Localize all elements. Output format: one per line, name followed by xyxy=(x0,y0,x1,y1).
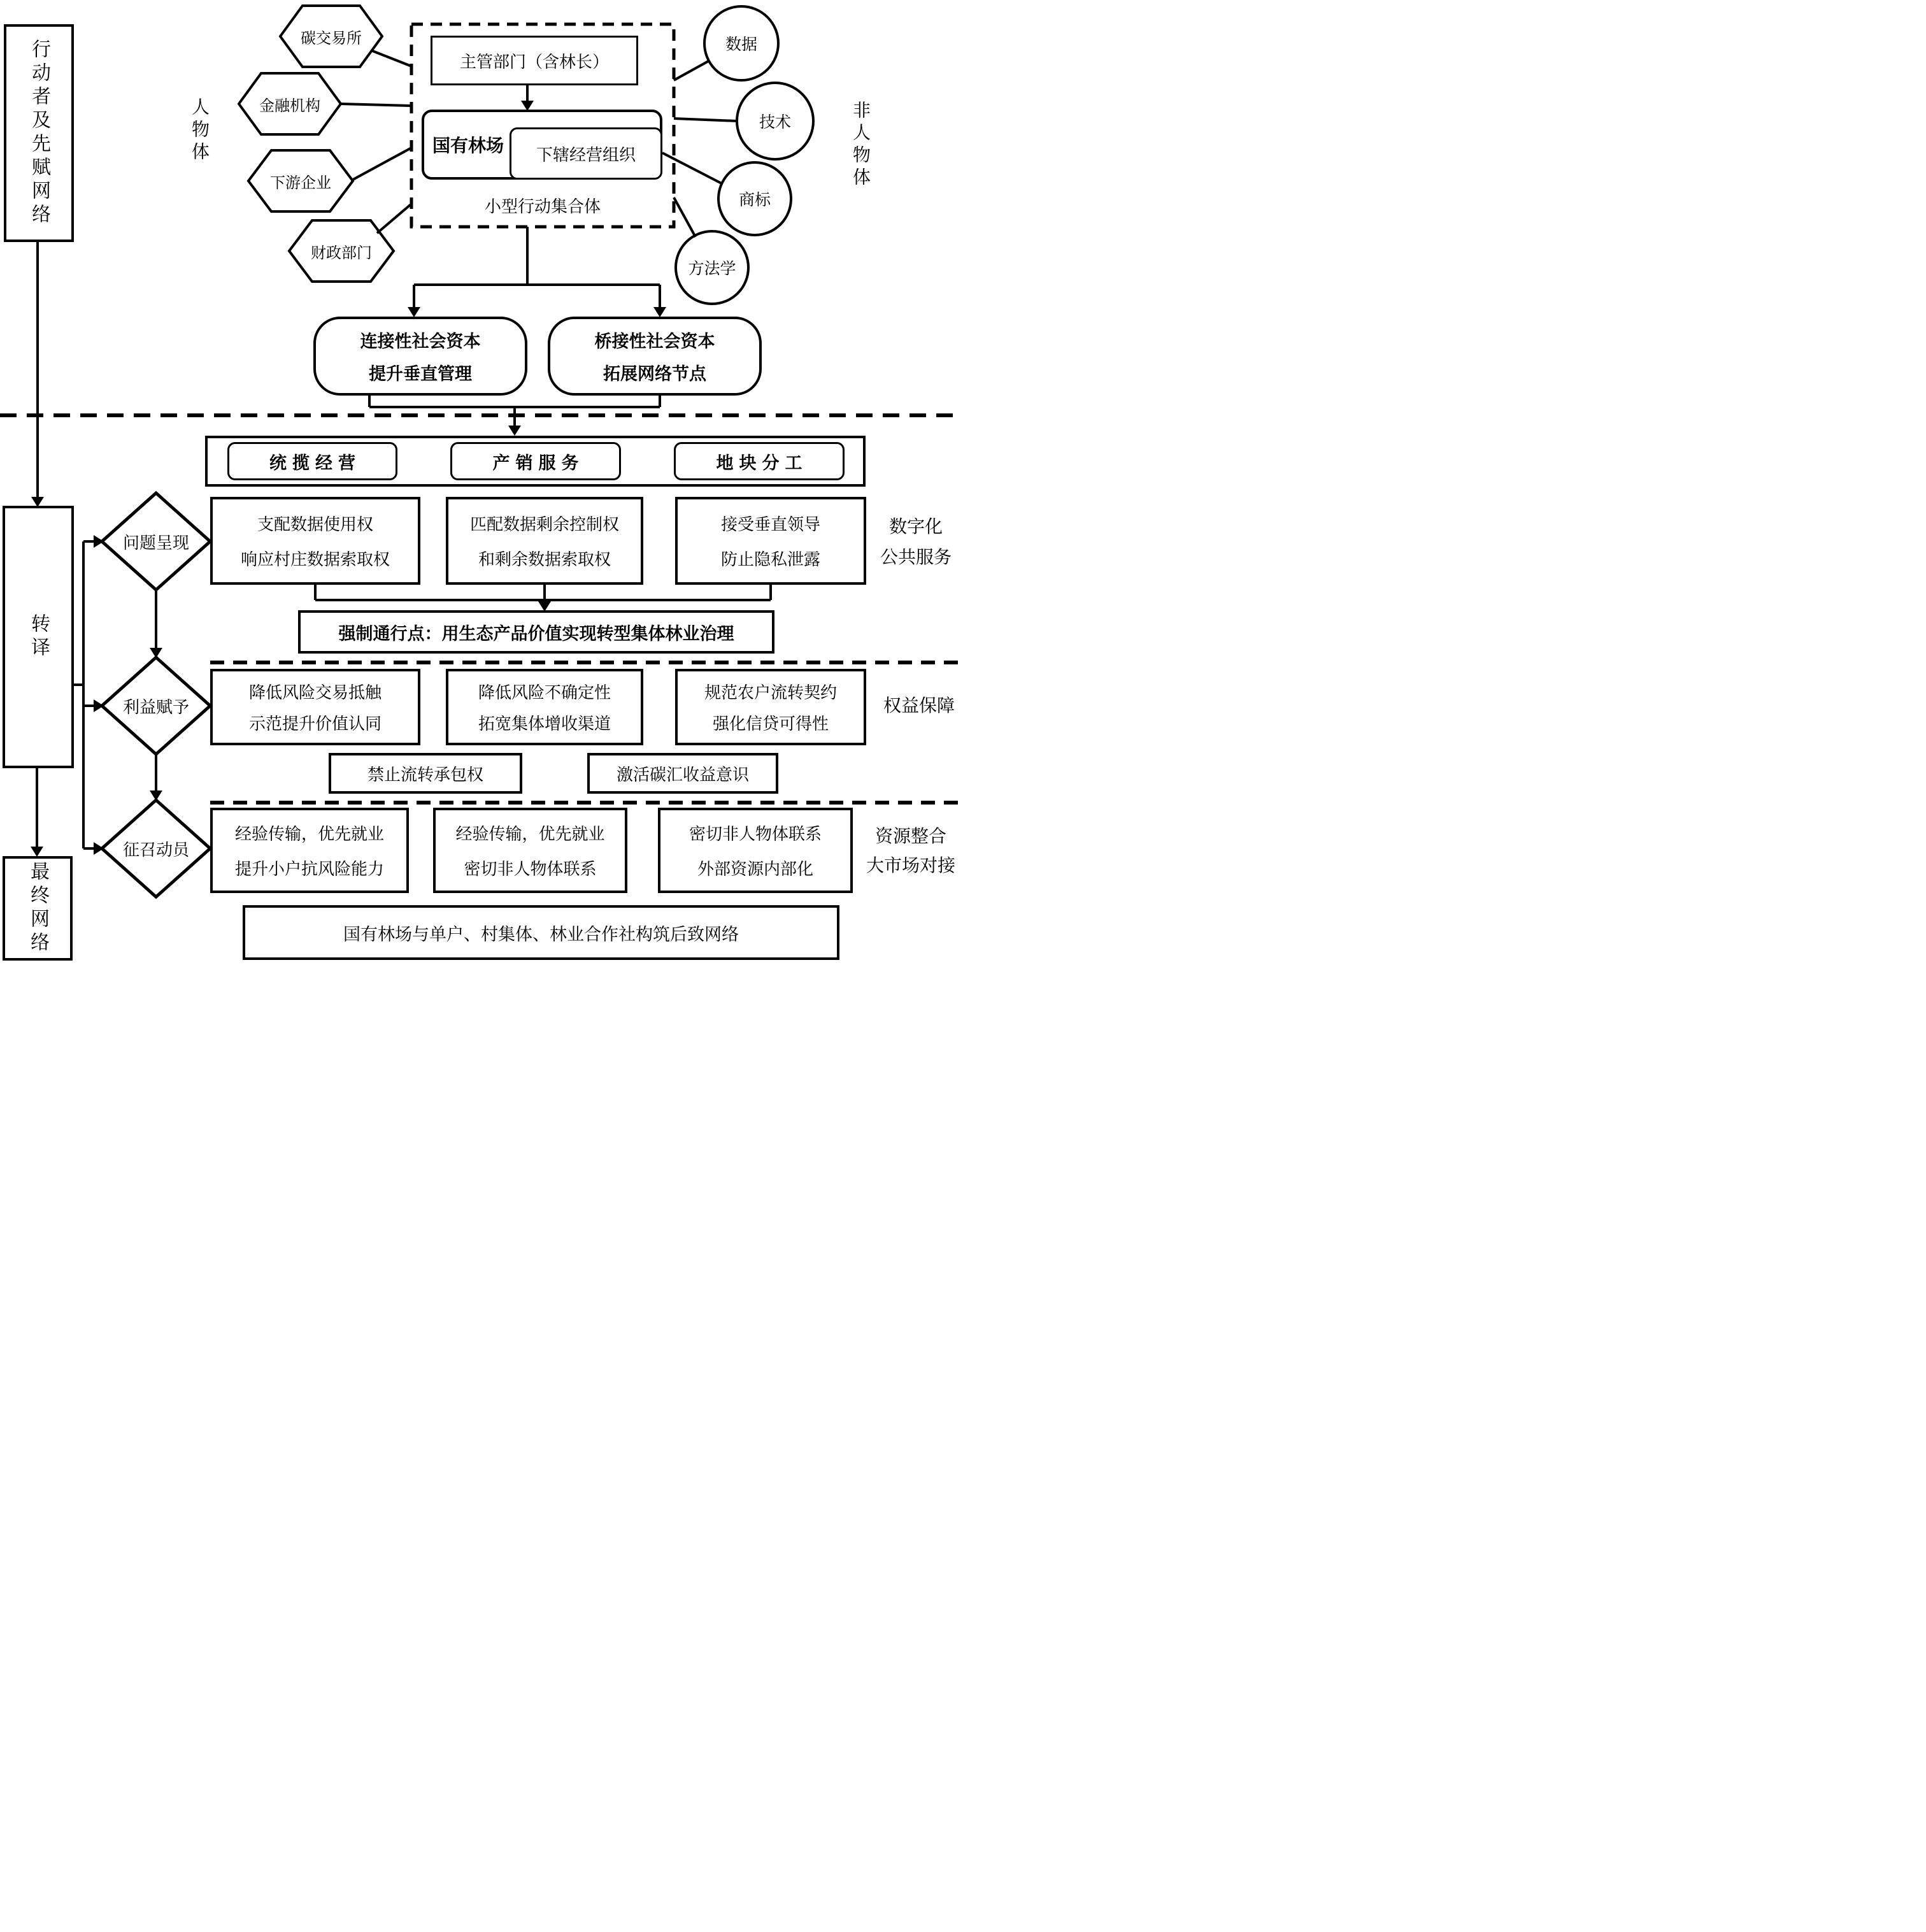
row3-col1-line1: 经验传输，优先就业 xyxy=(234,825,384,844)
bridging-capital-line2: 拓展网络节点 xyxy=(603,364,706,384)
row1-col2-line1: 匹配数据剩余控制权 xyxy=(469,515,619,534)
row2-col3-box xyxy=(675,669,866,745)
resource-label-line2: 大市场对接 xyxy=(866,856,955,877)
link-finance-department xyxy=(377,204,411,233)
link-financial-institution xyxy=(341,104,411,106)
row1-col3-line2: 防止隐私泄露 xyxy=(720,550,820,569)
row3-col3-line1: 密切非人物体联系 xyxy=(688,825,822,844)
digital-label-line1: 数字化 xyxy=(888,517,943,537)
row1-col3-line1: 接受垂直领导 xyxy=(720,515,820,534)
row3-col2-line1: 经验传输，优先就业 xyxy=(455,825,605,844)
row2-col3-line2: 强化信贷可得性 xyxy=(712,715,829,734)
row3-col1-box xyxy=(210,808,409,893)
link-downstream-enterprise xyxy=(353,148,411,180)
arrowhead-to-linking xyxy=(408,307,420,317)
row1-col2-box xyxy=(446,497,643,585)
arrowhead-to-services xyxy=(508,426,521,436)
subordinate-org-box: 下辖经营组织 xyxy=(510,127,662,180)
hexagon-financial-institution-label: 金融机构 xyxy=(259,97,320,115)
row1-col1-line2: 响应村庄数据索取权 xyxy=(240,550,390,569)
state-forest-farm-label: 国有林场 xyxy=(432,136,504,156)
service-production-sales: 产销服务 xyxy=(450,442,621,480)
stage-enrollment-label: 征召动员 xyxy=(122,840,189,859)
posterior-network-box: 国有林场与单户、村集体、林业合作社构筑后致网络 xyxy=(243,905,839,960)
arrowhead-to-bridging xyxy=(653,307,666,317)
human-actors-text: 人物体 xyxy=(189,97,209,164)
hexagon-carbon-exchange-label: 碳交易所 xyxy=(301,30,362,47)
side-label-resource-integration xyxy=(859,818,963,882)
translation-label: 转译 xyxy=(28,613,49,661)
circle-data-label: 数据 xyxy=(725,36,757,54)
circle-technology-label: 技术 xyxy=(759,114,791,131)
circle-trademark-label: 商标 xyxy=(738,192,771,209)
hexagon-downstream-enterprise-label: 下游企业 xyxy=(270,175,331,192)
row2-col2-box xyxy=(446,669,643,745)
circle-methodology-label: 方法学 xyxy=(688,261,736,278)
linking-capital-line2: 提升垂直管理 xyxy=(369,364,472,384)
translation-box xyxy=(3,506,74,768)
final-network-label: 最终网络 xyxy=(27,861,48,955)
side-label-rights-protection: 权益保障 xyxy=(883,696,955,716)
final-network-box xyxy=(3,856,73,961)
row2-col1-line1: 降低风险交易抵触 xyxy=(248,683,382,702)
stage-problem-presentation-label: 问题呈现 xyxy=(122,533,189,552)
service-plot-division: 地块分工 xyxy=(674,442,845,480)
link-technology xyxy=(674,118,737,121)
linking-capital-line1: 连接性社会资本 xyxy=(360,331,481,351)
linking-capital-box xyxy=(313,317,527,396)
activate-carbon-income-box: 激活碳汇收益意识 xyxy=(587,753,778,794)
arrowhead-to-final xyxy=(31,847,43,857)
row2-col2-line2: 拓宽集体增收渠道 xyxy=(478,715,611,734)
row3-col2-line2: 密切非人物体联系 xyxy=(464,859,597,878)
link-trademark xyxy=(662,153,722,183)
small-action-collective-caption: 小型行动集合体 xyxy=(484,197,601,216)
service-unified-management: 统揽经营 xyxy=(227,442,397,480)
row3-col1-line2: 提升小户抗风险能力 xyxy=(234,859,384,878)
side-label-digital-public-service xyxy=(871,507,960,575)
row2-col2-line1: 降低风险不确定性 xyxy=(478,683,611,702)
actors-network-box xyxy=(4,24,74,242)
human-actors-group-label xyxy=(185,92,213,169)
diagram-canvas xyxy=(0,0,963,966)
row3-col3-box xyxy=(658,808,853,893)
row1-col1-line1: 支配数据使用权 xyxy=(257,515,373,534)
bridging-capital-box xyxy=(548,317,762,396)
nonhuman-actors-group-label xyxy=(846,94,874,196)
bridging-capital-line1: 桥接性社会资本 xyxy=(594,331,715,351)
digital-label-line2: 公共服务 xyxy=(880,548,952,568)
row1-col1-box xyxy=(210,497,420,585)
row2-col1-line2: 示范提升价值认同 xyxy=(248,715,382,734)
row3-col2-box xyxy=(433,808,627,893)
row1-col3-box xyxy=(675,497,866,585)
row2-col3-line1: 规范农户流转契约 xyxy=(704,683,837,702)
prohibit-transfer-box: 禁止流转承包权 xyxy=(329,753,522,794)
resource-label-line1: 资源整合 xyxy=(874,826,946,847)
row2-col1-box xyxy=(210,669,420,745)
authority-box: 主管部门（含林长） xyxy=(431,36,638,85)
hexagon-finance-department-label: 财政部门 xyxy=(311,245,372,262)
actors-network-label: 行动者及先赋网络 xyxy=(29,39,50,227)
row1-col2-line2: 和剩余数据索取权 xyxy=(478,550,611,569)
row3-col3-line2: 外部资源内部化 xyxy=(697,859,813,878)
nonhuman-actors-text: 非人物体 xyxy=(850,101,870,190)
link-data xyxy=(674,61,710,80)
obligatory-passage-point-box: 强制通行点：用生态产品价值实现转型集体林业治理 xyxy=(298,610,774,654)
link-carbon-exchange xyxy=(373,51,411,66)
stage-interest-endowment-label: 利益赋予 xyxy=(122,698,189,717)
link-methodology xyxy=(674,197,696,237)
